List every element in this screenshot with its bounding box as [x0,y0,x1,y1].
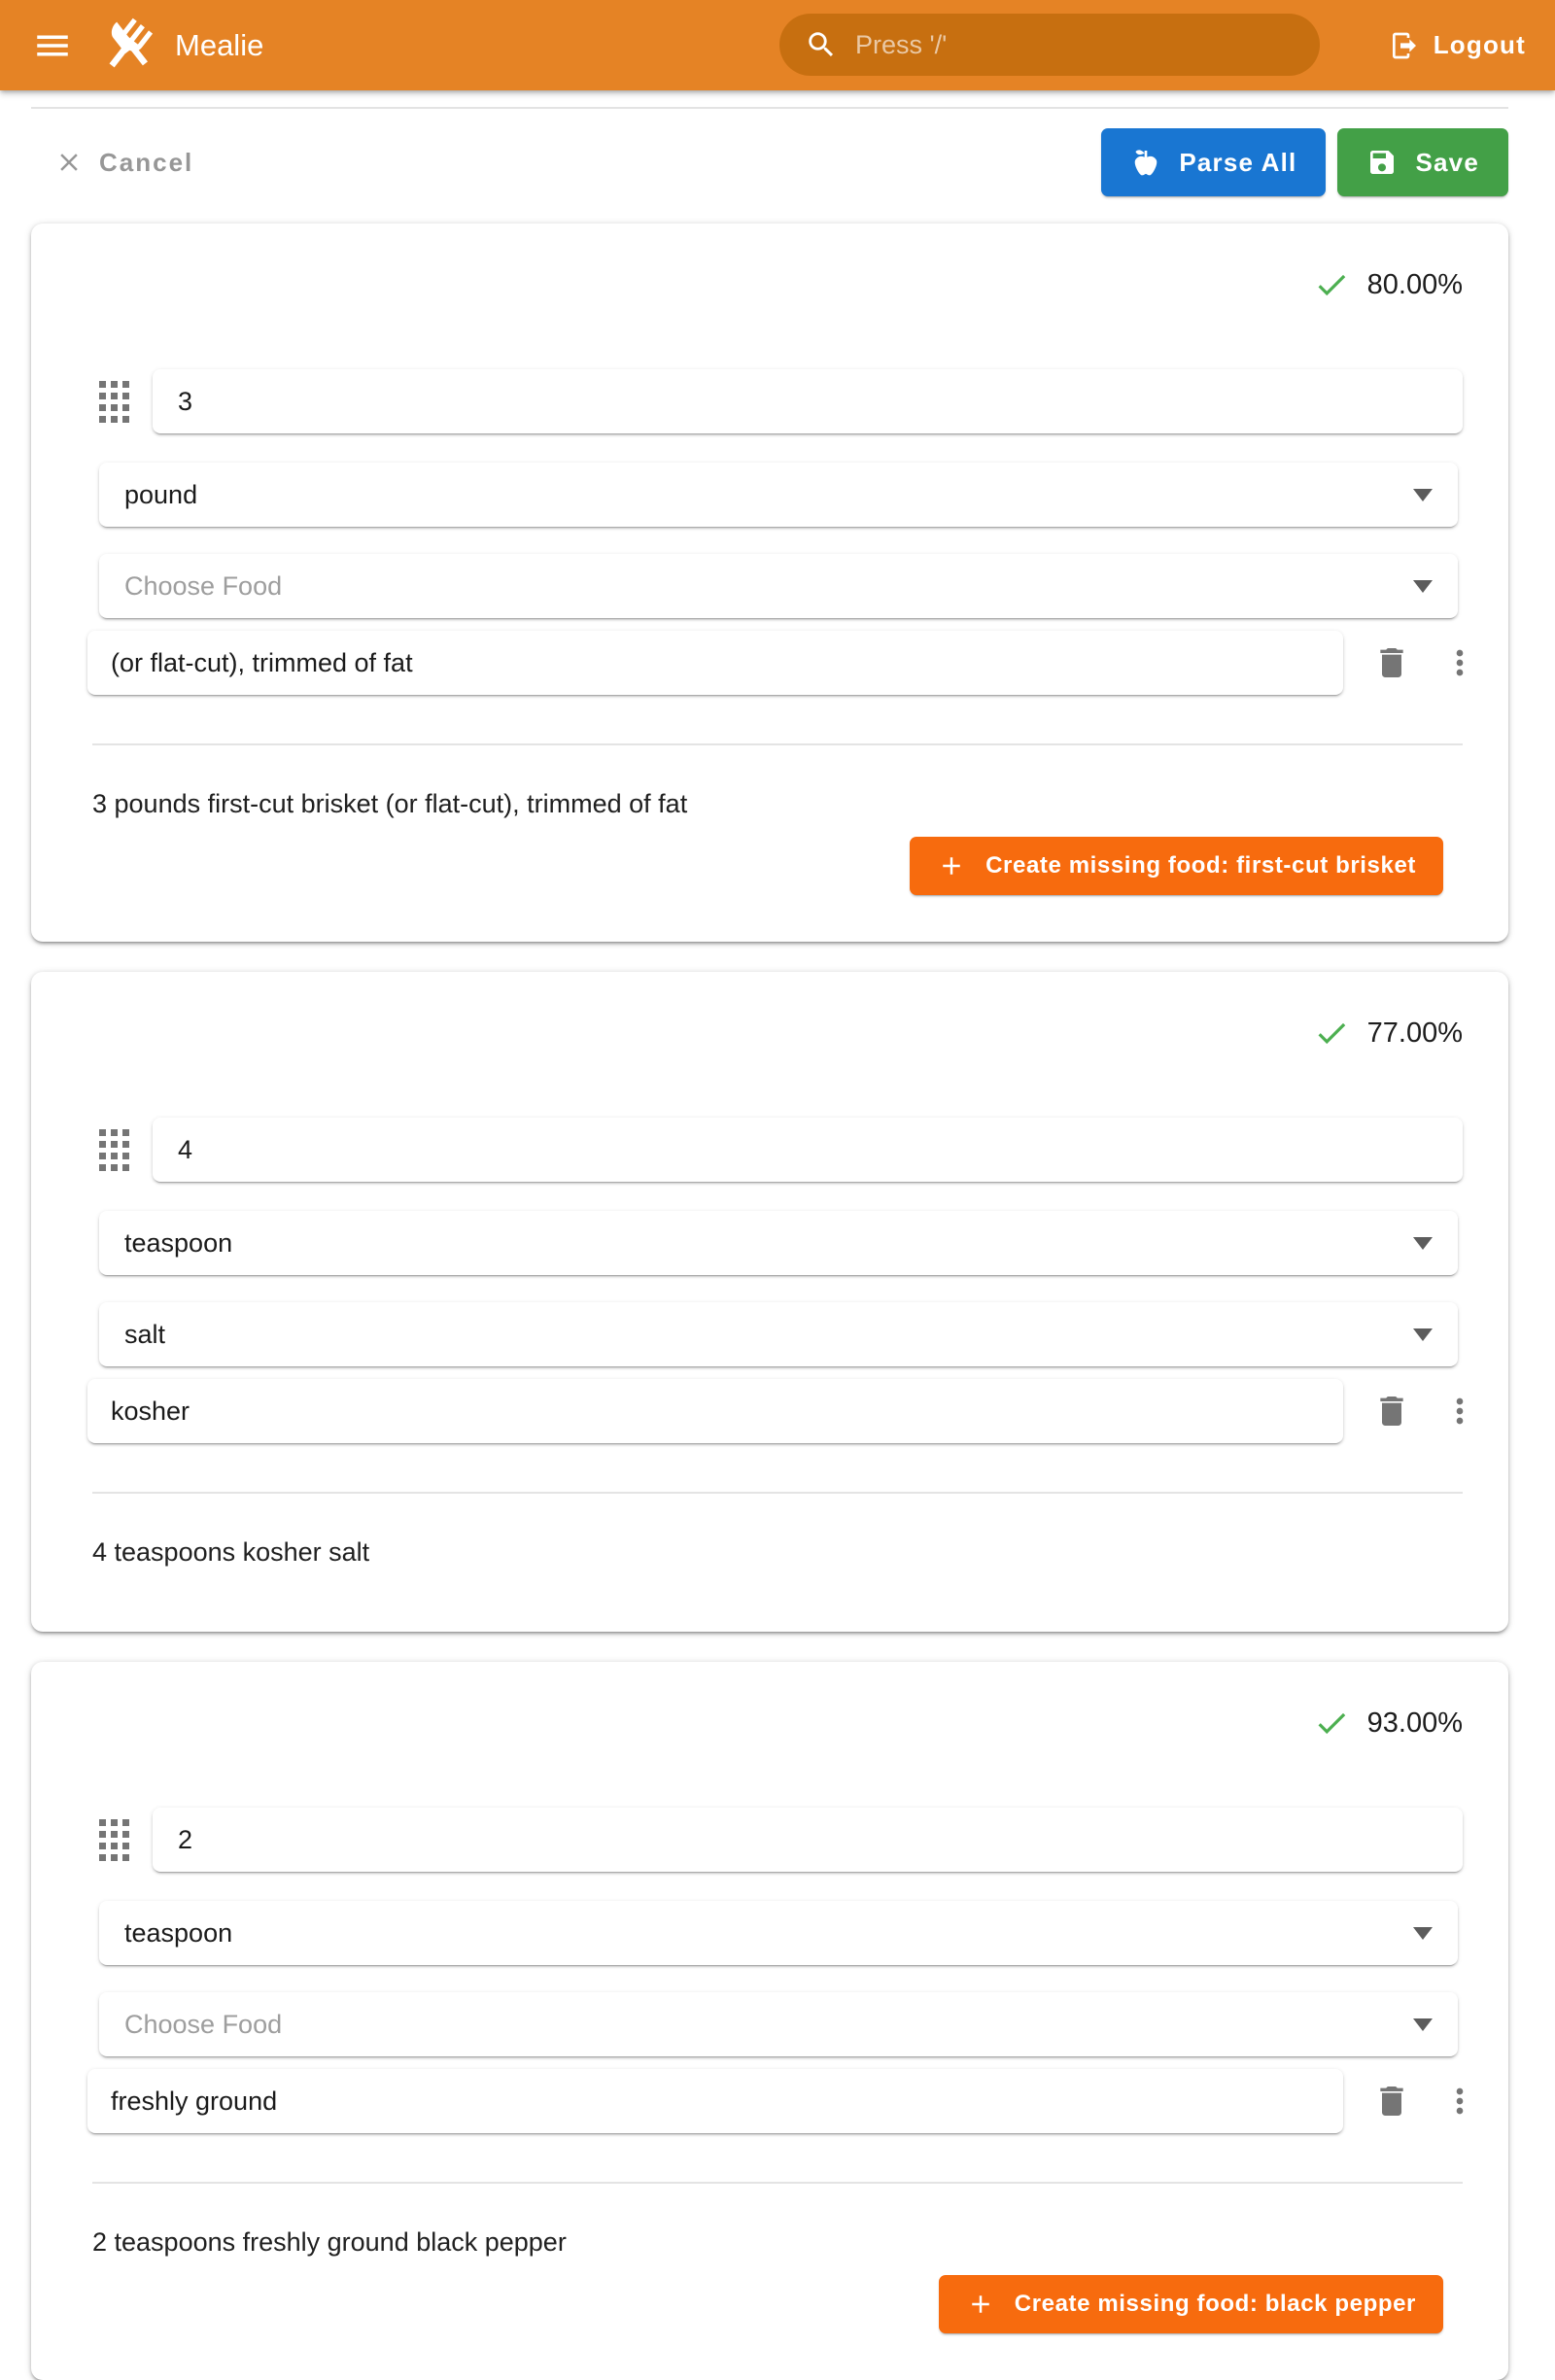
quantity-row [99,369,1463,433]
original-ingredient-text: 4 teaspoons kosher salt [92,1537,370,1567]
trash-icon [1372,2082,1411,2121]
search-input[interactable] [779,14,1320,76]
crossed-utensils-icon [97,16,157,76]
trash-icon [1372,1392,1411,1431]
delete-button[interactable] [1372,1392,1411,1431]
search-icon [805,28,838,61]
note-row [87,631,1508,695]
food-value: salt [124,1319,166,1349]
create-food-row [31,837,1443,895]
plus-icon [937,851,966,880]
note-row [87,2069,1508,2133]
confidence-row [31,1017,1463,1050]
trash-icon [1372,643,1411,682]
chevron-down-icon [1413,1927,1433,1940]
parse-all-button[interactable] [1101,128,1326,196]
divider [92,2182,1463,2184]
page-content [31,107,1508,2380]
drag-handle-icon[interactable] [99,381,129,423]
food-select[interactable] [99,554,1458,618]
logout-label: Logout [1433,30,1526,59]
more-options-button[interactable] [1440,2082,1479,2121]
more-options-button[interactable] [1440,643,1479,682]
create-missing-food-label: Create missing food: first-cut brisket [985,852,1416,879]
chevron-down-icon [1413,2018,1433,2031]
note-input[interactable] [87,1379,1343,1443]
chevron-down-icon [1413,489,1433,501]
divider [92,743,1463,745]
logout-icon [1389,30,1420,61]
note-input[interactable] [87,2069,1343,2133]
food-select[interactable] [99,1992,1458,2056]
original-ingredient-text: 2 teaspoons freshly ground black pepper [92,2227,567,2257]
hamburger-icon [32,25,73,66]
note-input[interactable] [87,631,1343,695]
unit-value: teaspoon [124,1227,233,1258]
create-missing-food-button[interactable] [910,837,1443,895]
create-missing-food-label: Create missing food: black pepper [1014,2291,1416,2317]
save-button[interactable] [1337,128,1508,196]
save-icon [1366,147,1398,178]
mealie-logo[interactable] [97,16,157,76]
kebab-menu-icon [1440,1392,1479,1431]
unit-select[interactable] [99,1211,1458,1275]
food-placeholder: Choose Food [124,570,283,601]
kebab-menu-icon [1440,643,1479,682]
cancel-label: Cancel [99,147,194,177]
chevron-down-icon [1413,1328,1433,1341]
editor-toolbar [31,109,1508,224]
check-icon [1313,266,1350,303]
search-placeholder: Press '/' [855,29,948,59]
check-icon [1313,1705,1350,1742]
close-icon [54,148,84,177]
food-select[interactable] [99,1302,1458,1366]
quantity-input[interactable] [153,1808,1463,1872]
divider [92,1492,1463,1494]
apple-icon [1130,147,1161,178]
ingredient-card [31,224,1508,942]
create-food-row [31,2275,1443,2333]
drag-handle-icon[interactable] [99,1129,129,1171]
unit-select[interactable] [99,463,1458,527]
check-icon [1313,1015,1350,1052]
unit-value: teaspoon [124,1917,233,1948]
original-ingredient-text: 3 pounds first-cut brisket (or flat-cut), trimmed of fat [92,789,688,818]
ingredient-card [31,1662,1508,2380]
ingredient-card [31,972,1508,1632]
confidence-value: 77.00% [1366,1017,1463,1049]
delete-button[interactable] [1372,2082,1411,2121]
chevron-down-icon [1413,1237,1433,1250]
confidence-row [31,1707,1463,1740]
unit-select[interactable] [99,1901,1458,1965]
drag-handle-icon[interactable] [99,1819,129,1861]
app-title: Mealie [175,27,264,62]
quantity-input[interactable] [153,369,1463,433]
quantity-row [99,1808,1463,1872]
delete-button[interactable] [1372,643,1411,682]
note-row [87,1379,1508,1443]
create-missing-food-button[interactable] [939,2275,1443,2333]
kebab-menu-icon [1440,2082,1479,2121]
quantity-row [99,1118,1463,1182]
logout-button[interactable] [1389,0,1526,90]
more-options-button[interactable] [1440,1392,1479,1431]
confidence-row [31,268,1463,301]
unit-value: pound [124,479,198,509]
confidence-value: 93.00% [1366,1707,1463,1739]
confidence-value: 80.00% [1366,268,1463,300]
quantity-input[interactable] [153,1118,1463,1182]
chevron-down-icon [1413,580,1433,593]
hamburger-menu-button[interactable] [25,18,80,73]
cancel-button[interactable] [54,148,193,178]
parse-all-label: Parse All [1179,147,1297,177]
plus-icon [966,2290,995,2319]
save-label: Save [1415,147,1479,177]
food-placeholder: Choose Food [124,2009,283,2039]
app-bar [0,0,1555,90]
